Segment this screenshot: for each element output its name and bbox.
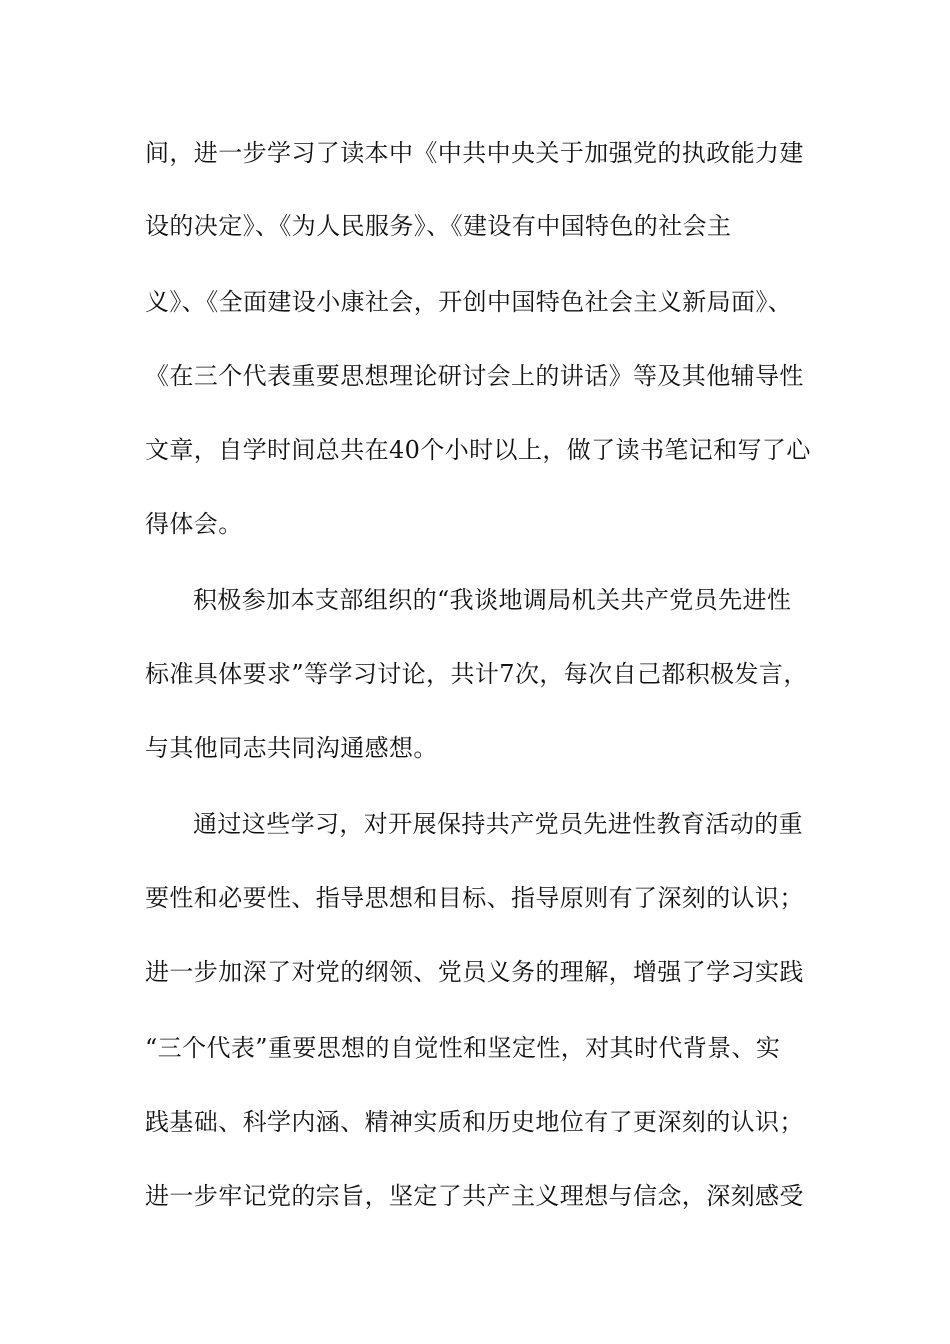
text-line: 进一步加深了对党的纲领、党员义务的理解，增强了学习实践 (145, 958, 804, 986)
text-line: 文章，自学时间总共在40个小时以上，做了读书笔记和写了心 (145, 436, 811, 464)
text-line: 要性和必要性、指导思想和目标、指导原则有了深刻的认识； (145, 884, 804, 912)
text-line: 《在三个代表重要思想理论研讨会上的讲话》等及其他辅导性 (145, 362, 804, 390)
text-line: 践基础、科学内涵、精神实质和历史地位有了更深刻的认识； (145, 1108, 804, 1136)
text-line: 标准具体要求”等学习讨论，共计7次，每次自己都积极发言， (145, 660, 808, 688)
text-line: 进一步牢记党的宗旨，坚定了共产主义理想与信念，深刻感受 (145, 1182, 804, 1210)
text-line: 与其他同志共同沟通感想。 (145, 734, 438, 762)
text-line: 间，进一步学习了读本中《中共中央关于加强党的执政能力建 (145, 139, 804, 167)
text-line: 得体会。 (145, 510, 243, 538)
paragraph-first-line: 通过这些学习，对开展保持共产党员先进性教育活动的重 (193, 810, 803, 838)
text-line: 设的决定》、《为人民服务》、《建设有中国特色的社会主 (145, 212, 732, 240)
text-line: “三个代表”重要思想的自觉性和坚定性，对其时代背景、实 (145, 1034, 781, 1062)
paragraph-first-line: 积极参加本支部组织的“我谈地调局机关共产党员先进性 (193, 586, 792, 614)
text-line: 义》、《全面建设小康社会，开创中国特色社会主义新局面》、 (145, 288, 793, 316)
